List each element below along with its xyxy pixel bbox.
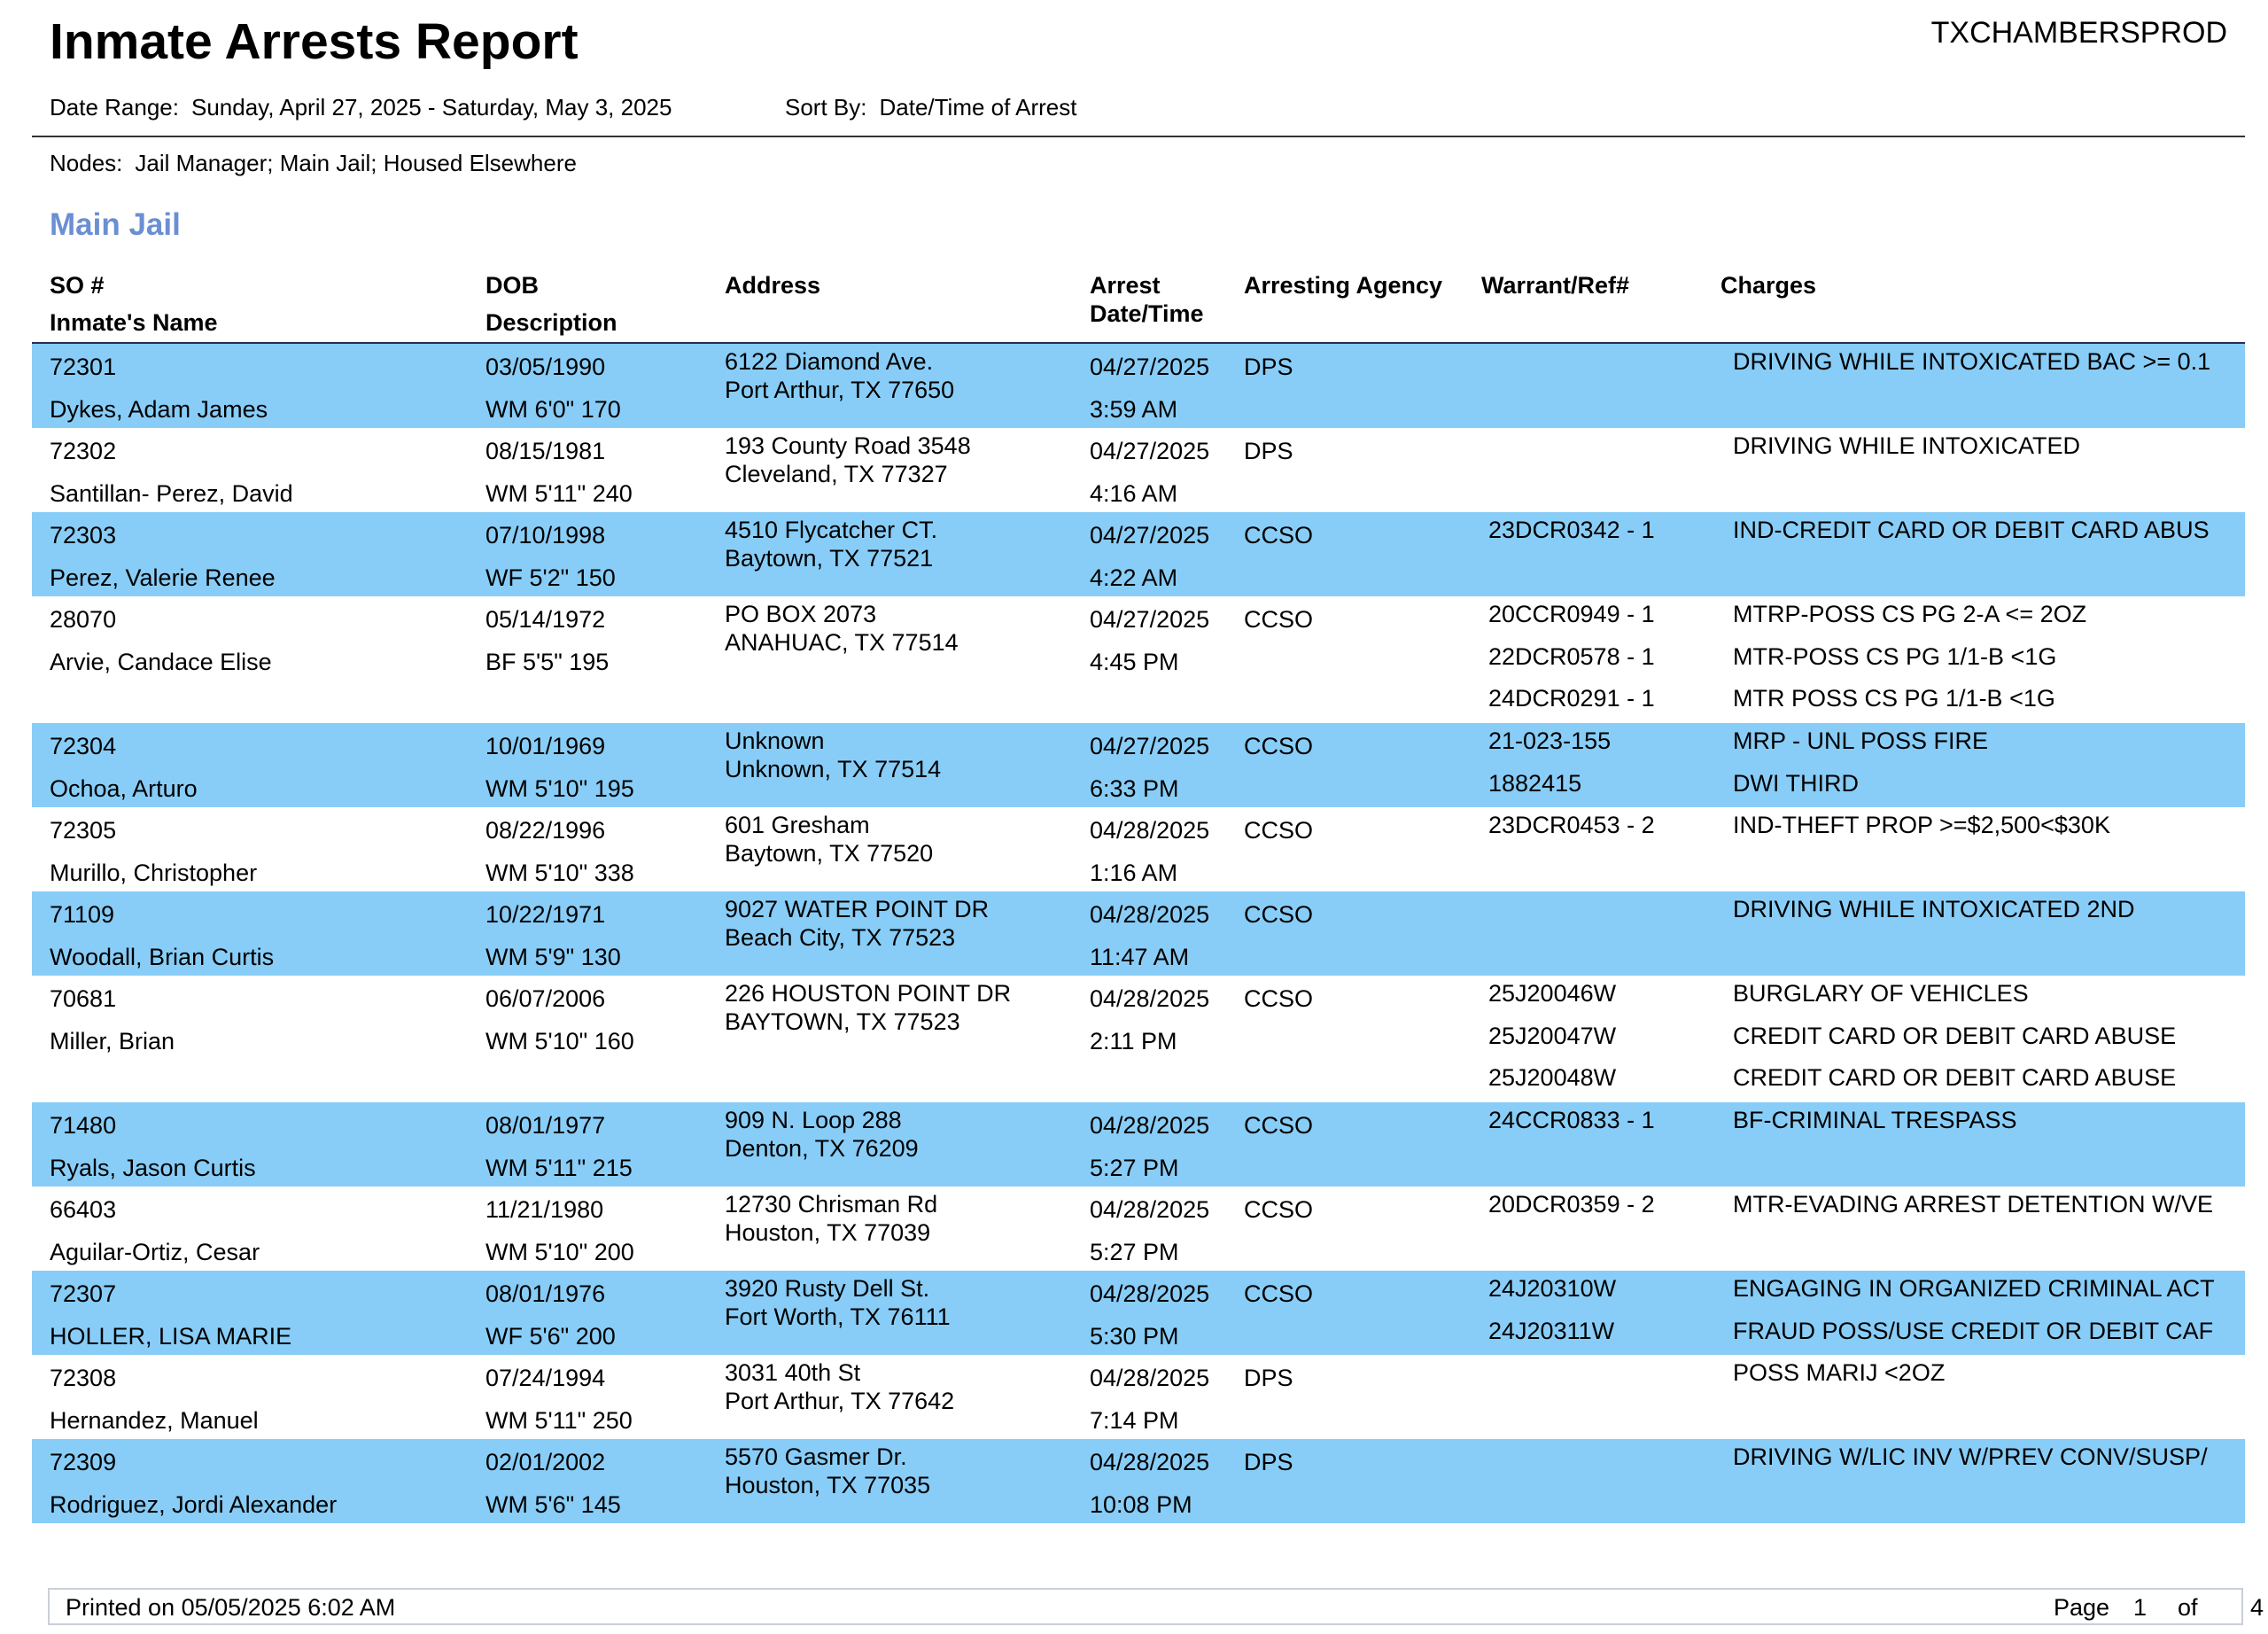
arresting-agency: CCSO (1244, 901, 1314, 928)
inmate-name: Murillo, Christopher (50, 859, 258, 886)
arrest-time: 4:16 AM (1090, 479, 1178, 507)
printed-on: Printed on 05/05/2025 6:02 AM (66, 1594, 396, 1621)
arrest-time: 4:22 AM (1090, 564, 1178, 591)
sort-by-value: Date/Time of Arrest (879, 94, 1077, 121)
description: WF 5'6" 200 (485, 1322, 616, 1350)
address-line: Denton, TX 76209 (725, 1135, 919, 1162)
address-line: Beach City, TX 77523 (725, 924, 956, 951)
arrest-time: 10:08 PM (1090, 1490, 1192, 1518)
nodes-label: Nodes: (50, 150, 123, 176)
table-row (32, 723, 2245, 807)
nodes-value: Jail Manager; Main Jail; Housed Elsewhere (135, 150, 577, 176)
charge: MRP - UNL POSS FIRE (1733, 728, 1989, 754)
dob: 07/24/1994 (485, 1365, 606, 1391)
table-row (32, 1271, 2245, 1355)
address-line: 3031 40th St (725, 1359, 861, 1386)
table-row (32, 512, 2245, 596)
header-divider (32, 136, 2245, 137)
warrant-ref: 20DCR0359 - 2 (1488, 1191, 1655, 1218)
inmate-name: Hernandez, Manuel (50, 1406, 259, 1434)
address-line: 601 Gresham (725, 812, 870, 838)
arrest-date: 04/27/2025 (1090, 522, 1210, 549)
column-header-description: Description (485, 309, 617, 336)
address-line: Unknown (725, 728, 825, 754)
inmate-name: Ochoa, Arturo (50, 774, 198, 802)
arrest-date: 04/28/2025 (1090, 817, 1210, 844)
warrant-ref: 23DCR0342 - 1 (1488, 517, 1655, 543)
address-line: 4510 Flycatcher CT. (725, 517, 938, 543)
charge: BF-CRIMINAL TRESPASS (1733, 1107, 2017, 1133)
inmate-name: Rodriguez, Jordi Alexander (50, 1490, 338, 1518)
warrant-ref: 25J20048W (1488, 1064, 1617, 1091)
warrant-ref: 24DCR0291 - 1 (1488, 685, 1655, 712)
dob: 03/05/1990 (485, 354, 606, 380)
address-line: 3920 Rusty Dell St. (725, 1275, 930, 1302)
table-row (32, 891, 2245, 976)
arrest-date: 04/28/2025 (1090, 1280, 1210, 1307)
warrant-ref: 21-023-155 (1488, 728, 1612, 754)
arrest-time: 5:30 PM (1090, 1322, 1179, 1350)
arrest-date: 04/28/2025 (1090, 985, 1210, 1012)
arresting-agency: CCSO (1244, 1112, 1314, 1139)
address-line: 12730 Chrisman Rd (725, 1191, 938, 1218)
arrest-time: 3:59 AM (1090, 395, 1178, 423)
column-header-address: Address (725, 272, 821, 299)
warrant-ref: 22DCR0578 - 1 (1488, 642, 1655, 670)
address-line: Baytown, TX 77520 (725, 840, 934, 867)
charge: MTRP-POSS CS PG 2-A <= 2OZ (1733, 601, 2087, 627)
arrest-time: 5:27 PM (1090, 1154, 1179, 1181)
column-header-warrant: Warrant/Ref# (1481, 272, 1630, 299)
dob: 08/01/1976 (485, 1280, 606, 1307)
so-number: 72309 (50, 1449, 117, 1475)
arrest-date: 04/28/2025 (1090, 1365, 1210, 1391)
arrests-table (32, 344, 2245, 1523)
inmate-name: Arvie, Candace Elise (50, 648, 272, 675)
inmate-name: HOLLER, LISA MARIE (50, 1322, 292, 1350)
dob: 08/15/1981 (485, 438, 606, 464)
arresting-agency: CCSO (1244, 1196, 1314, 1223)
inmate-name: Woodall, Brian Curtis (50, 943, 275, 970)
sort-by-label: Sort By: (785, 94, 867, 121)
arresting-agency: CCSO (1244, 817, 1314, 844)
charge: ENGAGING IN ORGANIZED CRIMINAL ACT (1733, 1275, 2215, 1302)
warrant-ref: 20CCR0949 - 1 (1488, 601, 1655, 627)
table-row (32, 1102, 2245, 1187)
description: WM 5'10" 195 (485, 774, 634, 802)
inmate-name: Ryals, Jason Curtis (50, 1154, 256, 1181)
charge: DRIVING W/LIC INV W/PREV CONV/SUSP/ (1733, 1443, 2208, 1470)
sort-by (785, 94, 1076, 121)
inmate-name: Perez, Valerie Renee (50, 564, 276, 591)
table-row (32, 428, 2245, 512)
description: WM 5'11" 250 (485, 1406, 633, 1434)
arresting-agency: DPS (1244, 1365, 1293, 1391)
dob: 02/01/2002 (485, 1449, 606, 1475)
address-line: Houston, TX 77035 (725, 1472, 931, 1498)
inmate-name: Santillan- Perez, David (50, 479, 293, 507)
page-total: 4 (2250, 1594, 2264, 1621)
warrant-ref: 24J20311W (1488, 1317, 1615, 1344)
charge: DRIVING WHILE INTOXICATED (1733, 432, 2081, 459)
arrest-time: 4:45 PM (1090, 648, 1179, 675)
date-range-value: Sunday, April 27, 2025 - Saturday, May 3, 2025 (190, 94, 672, 121)
warrant-ref: 24CCR0833 - 1 (1488, 1107, 1655, 1133)
address-line: ANAHUAC, TX 77514 (725, 629, 959, 656)
so-number: 72308 (50, 1365, 117, 1391)
address-line: Houston, TX 77039 (725, 1219, 931, 1246)
arresting-agency: DPS (1244, 1449, 1293, 1475)
arrest-date: 04/27/2025 (1090, 606, 1210, 633)
of-label: of (2178, 1594, 2198, 1621)
date-range (50, 94, 672, 121)
arresting-agency: CCSO (1244, 733, 1314, 759)
column-header-dob: DOB (485, 272, 539, 299)
table-row (32, 596, 2245, 723)
charge: IND-CREDIT CARD OR DEBIT CARD ABUS (1733, 517, 2210, 543)
column-header-charges: Charges (1720, 272, 1817, 299)
dob: 08/22/1996 (485, 817, 606, 844)
charge: CREDIT CARD OR DEBIT CARD ABUSE (1733, 1064, 2177, 1091)
page-label: Page (2054, 1594, 2110, 1621)
report-title: Inmate Arrests Report (50, 13, 579, 70)
address-line: BAYTOWN, TX 77523 (725, 1008, 960, 1035)
dob: 07/10/1998 (485, 522, 606, 549)
address-line: Unknown, TX 77514 (725, 756, 942, 782)
so-number: 66403 (50, 1196, 117, 1223)
description: WM 5'9" 130 (485, 943, 621, 970)
charge: MTR-EVADING ARREST DETENTION W/VE (1733, 1191, 2214, 1218)
arresting-agency: DPS (1244, 354, 1293, 380)
arrest-date: 04/28/2025 (1090, 901, 1210, 928)
dob: 10/22/1971 (485, 901, 606, 928)
address-line: 226 HOUSTON POINT DR (725, 980, 1012, 1007)
address-line: PO BOX 2073 (725, 601, 877, 627)
warrant-ref: 24J20310W (1488, 1275, 1617, 1302)
address-line: 6122 Diamond Ave. (725, 348, 934, 375)
arresting-agency: CCSO (1244, 522, 1314, 549)
arresting-agency: CCSO (1244, 606, 1314, 633)
inmate-name: Dykes, Adam James (50, 395, 268, 423)
charge: DRIVING WHILE INTOXICATED 2ND (1733, 896, 2135, 922)
table-row (32, 976, 2245, 1102)
charge: MTR-POSS CS PG 1/1-B <1G (1733, 642, 2057, 670)
dob: 11/21/1980 (485, 1196, 604, 1223)
table-row (32, 1355, 2245, 1439)
address-line: 9027 WATER POINT DR (725, 896, 990, 922)
address-line: Port Arthur, TX 77642 (725, 1388, 955, 1414)
description: WM 5'11" 240 (485, 479, 633, 507)
description: BF 5'5" 195 (485, 648, 610, 675)
so-number: 70681 (50, 985, 117, 1012)
charge: BURGLARY OF VEHICLES (1733, 980, 2029, 1007)
arrest-time: 6:33 PM (1090, 774, 1179, 802)
description: WM 5'6" 145 (485, 1490, 621, 1518)
address-line: Fort Worth, TX 76111 (725, 1303, 951, 1330)
dob: 08/01/1977 (485, 1112, 606, 1139)
description: WM 5'10" 200 (485, 1238, 634, 1265)
charge: DRIVING WHILE INTOXICATED BAC >= 0.1 (1733, 348, 2211, 375)
arresting-agency: CCSO (1244, 985, 1314, 1012)
arrest-date: 04/28/2025 (1090, 1112, 1210, 1139)
footer (48, 1588, 2264, 1625)
so-number: 71109 (50, 901, 115, 928)
charge: DWI THIRD (1733, 769, 1859, 797)
warrant-ref: 25J20046W (1488, 980, 1617, 1007)
so-number: 72301 (50, 354, 117, 380)
arrest-date: 04/27/2025 (1090, 438, 1210, 464)
column-header-name: Inmate's Name (50, 309, 218, 336)
arrest-time: 5:27 PM (1090, 1238, 1179, 1265)
so-number: 72307 (50, 1280, 117, 1307)
description: WF 5'2" 150 (485, 564, 616, 591)
table-row (32, 1187, 2245, 1271)
warrant-ref: 23DCR0453 - 2 (1488, 812, 1655, 838)
arrest-time: 7:14 PM (1090, 1406, 1179, 1434)
system-name: TXCHAMBERSPROD (1930, 16, 2227, 50)
arrest-date: 04/27/2025 (1090, 733, 1210, 759)
table-row (32, 807, 2245, 891)
arresting-agency: DPS (1244, 438, 1293, 464)
dob: 06/07/2006 (485, 985, 606, 1012)
so-number: 72303 (50, 522, 117, 549)
column-header-arrest: Arrest (1090, 272, 1161, 299)
arrest-date: 04/28/2025 (1090, 1196, 1210, 1223)
address-line: Baytown, TX 77521 (725, 545, 934, 572)
description: WM 5'10" 160 (485, 1027, 634, 1054)
inmate-name: Aguilar-Ortiz, Cesar (50, 1238, 260, 1265)
charge: IND-THEFT PROP >=$2,500<$30K (1733, 812, 2110, 838)
description: WM 6'0" 170 (485, 395, 621, 423)
so-number: 71480 (50, 1112, 117, 1139)
date-range-label: Date Range: (50, 94, 179, 121)
table-row (32, 1439, 2245, 1523)
page-number: 1 (2133, 1594, 2148, 1621)
description: WM 5'10" 338 (485, 859, 634, 886)
column-header-so: SO # (50, 272, 105, 299)
arrest-date: 04/28/2025 (1090, 1449, 1210, 1475)
dob: 05/14/1972 (485, 606, 606, 633)
charge: CREDIT CARD OR DEBIT CARD ABUSE (1733, 1022, 2177, 1049)
warrant-ref: 25J20047W (1488, 1022, 1617, 1049)
address-line: 193 County Road 3548 (725, 432, 971, 459)
so-number: 72302 (50, 438, 117, 464)
inmate-name: Miller, Brian (50, 1027, 175, 1054)
so-number: 72304 (50, 733, 117, 759)
address-line: 5570 Gasmer Dr. (725, 1443, 907, 1470)
arrest-time: 11:47 AM (1090, 943, 1190, 970)
table-row (32, 344, 2245, 428)
address-line: 909 N. Loop 288 (725, 1107, 902, 1133)
description: WM 5'11" 215 (485, 1154, 633, 1181)
so-number: 28070 (50, 606, 117, 633)
charge: MTR POSS CS PG 1/1-B <1G (1733, 685, 2055, 712)
arrest-date: 04/27/2025 (1090, 354, 1210, 380)
address-line: Port Arthur, TX 77650 (725, 377, 955, 403)
dob: 10/01/1969 (485, 733, 606, 759)
column-header-datetime: Date/Time (1090, 300, 1204, 327)
nodes (50, 150, 577, 177)
so-number: 72305 (50, 817, 117, 844)
section-title: Main Jail (50, 207, 181, 242)
arrest-time: 1:16 AM (1090, 859, 1178, 886)
address-line: Cleveland, TX 77327 (725, 461, 948, 487)
arrest-time: 2:11 PM (1090, 1027, 1177, 1054)
warrant-ref: 1882415 (1488, 769, 1582, 797)
column-header-agency: Arresting Agency (1244, 272, 1443, 299)
arresting-agency: CCSO (1244, 1280, 1314, 1307)
charge: FRAUD POSS/USE CREDIT OR DEBIT CAF (1733, 1317, 2214, 1344)
charge: POSS MARIJ <2OZ (1733, 1359, 1946, 1386)
